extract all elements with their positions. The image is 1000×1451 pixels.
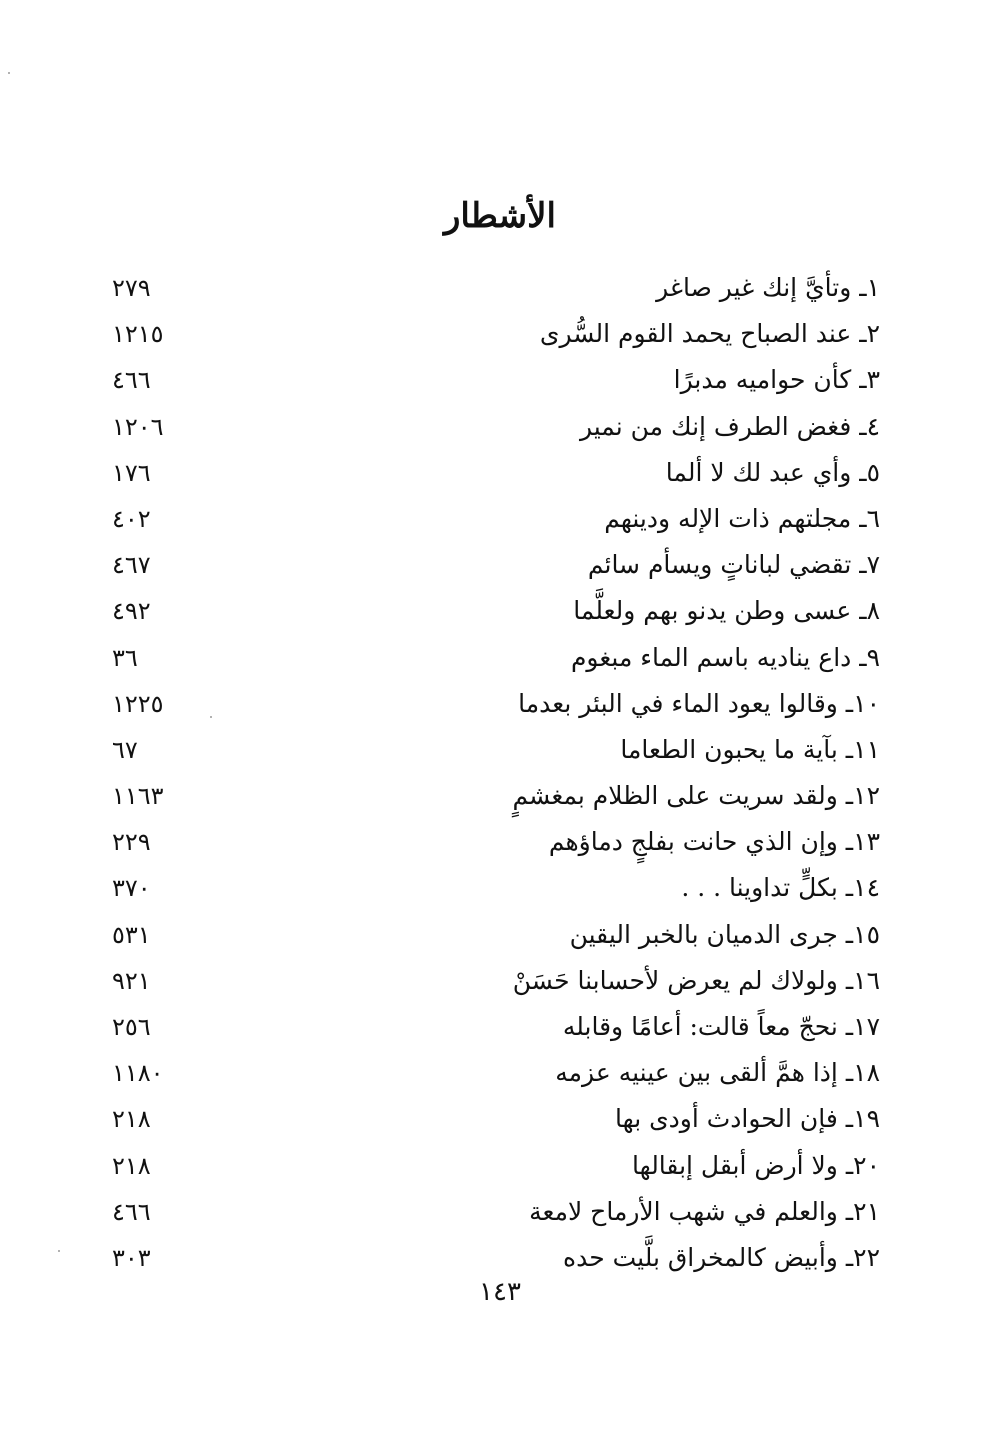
list-item bbox=[100, 1144, 880, 1190]
verse-text: ١٤ـ بكلٍّ تداوينا . . . bbox=[681, 873, 880, 903]
reference-number: ٢١٨ bbox=[112, 1105, 151, 1134]
list-item bbox=[100, 820, 880, 866]
list-item bbox=[100, 1005, 880, 1051]
verse-text: ١٢ـ ولقد سريت على الظلام بمغشمٍ bbox=[512, 781, 880, 811]
list-item bbox=[100, 866, 880, 912]
list-item bbox=[100, 682, 880, 728]
list-item bbox=[100, 1190, 880, 1236]
verse-text: ٥ـ وأي عبد لك لا ألما bbox=[665, 457, 880, 487]
verse-text: ١٥ـ جرى الدميان بالخبر اليقين bbox=[569, 919, 880, 949]
reference-number: ٣٠٣ bbox=[112, 1243, 151, 1272]
page-title: الأشطار bbox=[444, 196, 556, 236]
verse-text: ٣ـ كأن حواميه مدبرًا bbox=[673, 365, 880, 395]
list-item bbox=[100, 728, 880, 774]
reference-number: ٣٧٠ bbox=[112, 874, 151, 903]
list-item bbox=[100, 959, 880, 1005]
verse-text: ١٧ـ نحجّ معاً قالت: أعامًا وقابله bbox=[562, 1012, 880, 1041]
list-item bbox=[100, 312, 880, 358]
verse-text: ١٩ـ فإن الحوادث أودى بها bbox=[615, 1104, 880, 1134]
verse-text: ٢٢ـ وأبيض كالمخراق بلَّيت حده bbox=[563, 1242, 880, 1272]
verse-text: ١٦ـ ولولاك لم يعرض لأحسابنا حَسَنْ bbox=[512, 965, 880, 995]
reference-number: ٢٢٩ bbox=[112, 828, 151, 857]
reference-number: ١٢١٥ bbox=[112, 320, 164, 349]
page-number: ١٤٣ bbox=[479, 1277, 521, 1307]
reference-number: ٢٥٦ bbox=[112, 1013, 151, 1041]
verse-text: ٩ـ داع يناديه باسم الماء مبغوم bbox=[570, 642, 880, 672]
reference-number: ٤٦٦ bbox=[112, 366, 151, 395]
list-item bbox=[100, 543, 880, 589]
verse-text: ١ـ وتأيَّ إنك غير صاغر bbox=[656, 273, 880, 302]
reference-number: ٣٦ bbox=[112, 643, 138, 672]
verse-text: ١٨ـ إذا همَّ ألقى بين عينيه عزمه bbox=[555, 1058, 880, 1088]
reference-number: ٤٠٢ bbox=[112, 504, 151, 533]
verse-text: ٧ـ تقضي لباناتٍ ويسأم سائم bbox=[587, 550, 880, 580]
scan-speck bbox=[58, 1250, 60, 1252]
list-item bbox=[100, 358, 880, 404]
verse-text: ٢ـ عند الصباح يحمد القوم السُّرى bbox=[539, 319, 880, 349]
reference-number: ٢١٨ bbox=[112, 1151, 151, 1180]
reference-number: ٦٧ bbox=[112, 735, 138, 764]
verse-text: ١٠ـ وقالوا يعود الماء في البئر بعدما bbox=[518, 688, 880, 718]
list-item bbox=[100, 774, 880, 820]
reference-number: ١١٨٠ bbox=[112, 1059, 164, 1088]
list-item bbox=[100, 636, 880, 682]
verse-text: ١١ـ بآية ما يحبون الطعاما bbox=[620, 734, 880, 764]
reference-number: ٥٣١ bbox=[112, 920, 151, 949]
verse-index-list bbox=[100, 266, 880, 1282]
reference-number: ٤٩٢ bbox=[112, 597, 151, 626]
list-item bbox=[100, 913, 880, 959]
list-item bbox=[100, 1097, 880, 1143]
reference-number: ١٢٠٦ bbox=[112, 412, 164, 441]
verse-text: ٦ـ مجلتهم ذات الإله ودينهم bbox=[604, 503, 880, 533]
reference-number: ٤٦٦ bbox=[112, 1197, 151, 1226]
verse-text: ٢٠ـ ولا أرض أبقل إبقالها bbox=[632, 1150, 880, 1180]
list-item bbox=[100, 589, 880, 635]
verse-text: ٨ـ عسى وطن يدنو بهم ولعلَّما bbox=[573, 596, 880, 626]
reference-number: ١٧٦ bbox=[112, 458, 151, 487]
list-item bbox=[100, 405, 880, 451]
list-item bbox=[100, 1051, 880, 1097]
list-item bbox=[100, 497, 880, 543]
reference-number: ١١٦٣ bbox=[112, 782, 164, 811]
list-item bbox=[100, 451, 880, 497]
reference-number: ٩٢١ bbox=[112, 966, 151, 995]
verse-text: ١٣ـ وإن الذي حانت بفلجٍ دماؤهم bbox=[548, 827, 880, 857]
reference-number: ٢٧٩ bbox=[112, 274, 151, 302]
list-item bbox=[100, 266, 880, 312]
reference-number: ١٢٢٥ bbox=[112, 689, 164, 718]
scan-speck bbox=[8, 72, 10, 74]
reference-number: ٤٦٧ bbox=[112, 551, 151, 580]
verse-text: ٤ـ فغض الطرف إنك من نمير bbox=[579, 411, 880, 441]
verse-text: ٢١ـ والعلم في شهب الأرماح لامعة bbox=[529, 1196, 880, 1226]
